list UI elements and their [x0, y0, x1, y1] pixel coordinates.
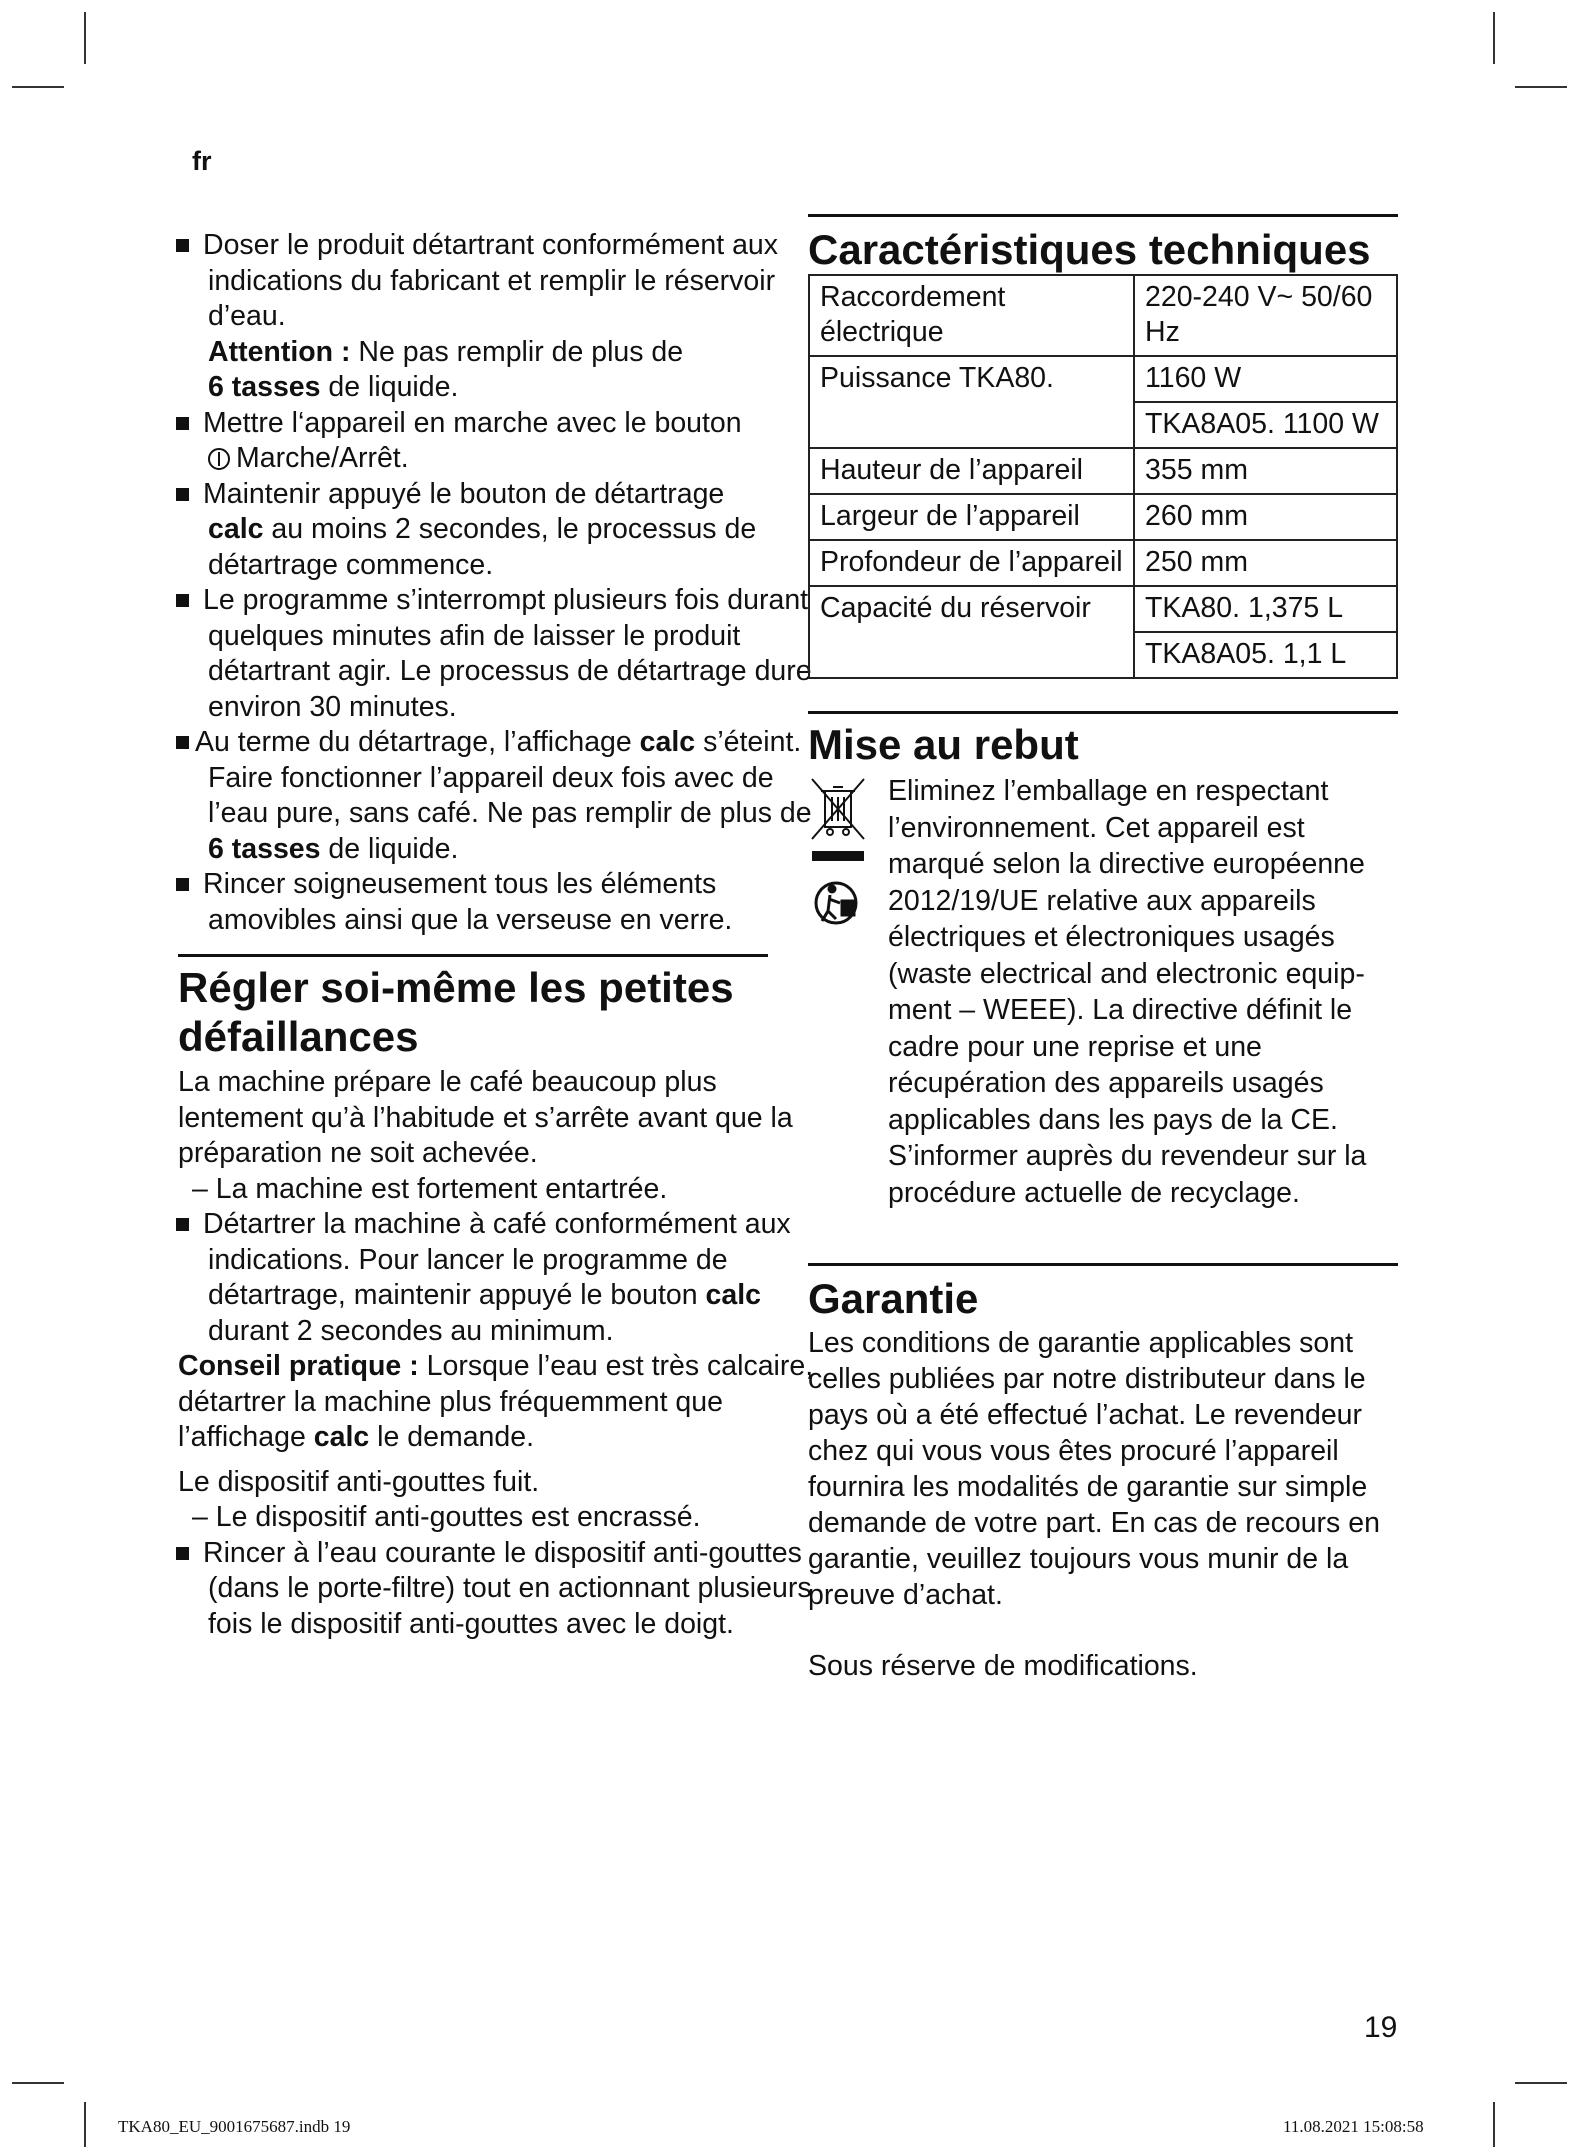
crop-mark — [12, 86, 64, 88]
language-label: fr — [192, 146, 212, 176]
remedy-descale: Détartrer la machine à café conformément aux indications. Pour lancer le programme de détartrage, maintenir appuyé le bouton calc durant 2 secondes au minimum. — [178, 1207, 818, 1349]
crop-mark — [12, 2082, 64, 2084]
attention-note: Attention : Ne pas remplir de plus de 6 tasses de liquide. — [208, 335, 684, 403]
reserve-note: Sous réserve de modifications. — [808, 1650, 1198, 1682]
footer-date: 11.08.2021 15:08:58 — [1283, 2117, 1424, 2136]
section-rule — [808, 214, 1398, 217]
bullet-square-icon — [176, 239, 189, 252]
bullet-square-icon — [176, 1218, 189, 1231]
left-column — [178, 228, 818, 1642]
disposal-block — [808, 773, 1398, 1211]
warranty-text: Les conditions de garantie applicables sont celles publiées par notre distributeur dans le pays où a été effectué l’achat. Le revendeur chez qui vous vous êtes procuré l’appareil fournira les modalités de garantie sur simple demande de votre part. En cas de recours en garantie, veuillez toujours vous munir de la preuve d’achat. — [808, 1327, 1380, 1611]
crop-mark — [1493, 2102, 1495, 2147]
recycling-person-icon — [816, 883, 856, 923]
table-row: Largeur de l’appareil 260 mm — [809, 494, 1397, 540]
crop-mark — [84, 2102, 86, 2147]
step-program-interrupt: Le programme s’interrompt plusieurs fois durant quelques minutes afin de laisser le produit détartrant agir. Le processus de détartrage dure environ 30 minutes. — [178, 583, 818, 725]
disposal-text: Eliminez l’emballage en respectant l’environnement. Cet appareil est marqué selon la directive européenne 2012/19/UE relative aux appareils électriques et électroniques usagés (waste electrical and electronic equip-ment – WEEE). La directive définit le cadre pour une reprise et une récupération des appareils usagés applicables dans les pays de la CE. S’informer auprès du revendeur sur la procédure actuelle de recyclage. — [888, 775, 1367, 1209]
footer-file: TKA80_EU_9001675687.indb 19 — [118, 2117, 351, 2136]
specs-table — [808, 274, 1398, 679]
bullet-square-icon — [176, 594, 189, 607]
warranty-title: Garantie — [808, 1275, 979, 1322]
crossed-out-bin-icon — [808, 773, 868, 933]
remedy-rinse-drip-stop: Rincer à l’eau courante le dispositif anti-gouttes (dans le porte-filtre) tout en actionnant plusieurs fois le dispositif anti-gouttes avec le doigt. — [178, 1536, 818, 1643]
disposal-title: Mise au rebut — [808, 721, 1079, 768]
troubleshooting-title: Régler soi-même les petites défaillances — [178, 964, 734, 1060]
table-row: TKA8A05. 1,1 L — [809, 632, 1397, 678]
cause-drip-stop: – Le dispositif anti-gouttes est encrassé. — [192, 1501, 701, 1533]
step-hold-calc: Maintenir appuyé le bouton de détartrage calc au moins 2 secondes, le processus de détartrage commence. — [178, 477, 818, 584]
problem-drip-stop: Le dispositif anti-gouttes fuit. — [178, 1465, 540, 1498]
page-number: 19 — [1364, 2011, 1398, 2044]
table-row: Profondeur de l’appareil 250 mm — [809, 540, 1397, 586]
crop-mark — [1515, 2082, 1567, 2084]
section-rule — [808, 711, 1398, 714]
bullet-square-icon — [176, 736, 189, 749]
bullet-square-icon — [176, 417, 189, 430]
bullet-square-icon — [176, 878, 189, 891]
table-row: Puissance TKA80. 1160 W — [809, 356, 1397, 402]
step-end-descaling: Au terme du détartrage, l’affichage calc s’éteint. Faire fonctionner l’appareil deux fois avec de l’eau pure, sans café. Ne pas remplir de plus de 6 tasses de liquide. — [178, 725, 818, 867]
cause-scaled: – La machine est fortement entartrée. — [192, 1172, 668, 1205]
step-dose: Doser le produit détartrant conformément aux indications du fabricant et remplir le réservoir d’eau. — [178, 228, 818, 335]
table-row: Hauteur de l’appareil 355 mm — [809, 448, 1397, 494]
bullet-square-icon — [176, 488, 189, 501]
bullet-square-icon — [176, 1547, 189, 1560]
disposal-icons — [808, 773, 888, 1211]
table-row: Capacité du réservoir TKA80. 1,375 L — [809, 586, 1397, 632]
specs-title: Caractéristiques techniques — [808, 226, 1371, 273]
step-rinse: Rincer soigneusement tous les éléments amovibles ainsi que la verseuse en verre. — [178, 867, 818, 938]
table-row: TKA8A05. 1100 W — [809, 402, 1397, 448]
section-rule — [808, 1263, 1398, 1266]
problem-slow-brewing: La machine prépare le café beaucoup plus lentement qu’à l’habitude et s’arrête avant que la préparation ne soit achevée. — [178, 1066, 793, 1169]
step-power-on: Mettre l‘appareil en marche avec le bouton Marche/Arrêt. — [178, 406, 818, 477]
crop-mark — [1493, 12, 1495, 64]
crop-mark — [84, 12, 86, 64]
section-rule — [178, 954, 768, 957]
right-column — [808, 214, 1398, 1685]
practical-tip: Conseil pratique : Lorsque l’eau est très calcaire, détartrer la machine plus fréquemment que l’affichage calc le demande. — [178, 1350, 814, 1453]
crop-mark — [1515, 86, 1567, 88]
power-symbol-icon — [208, 448, 230, 470]
table-row: Raccordement électrique 220-240 V~ 50/60 Hz — [809, 275, 1397, 356]
